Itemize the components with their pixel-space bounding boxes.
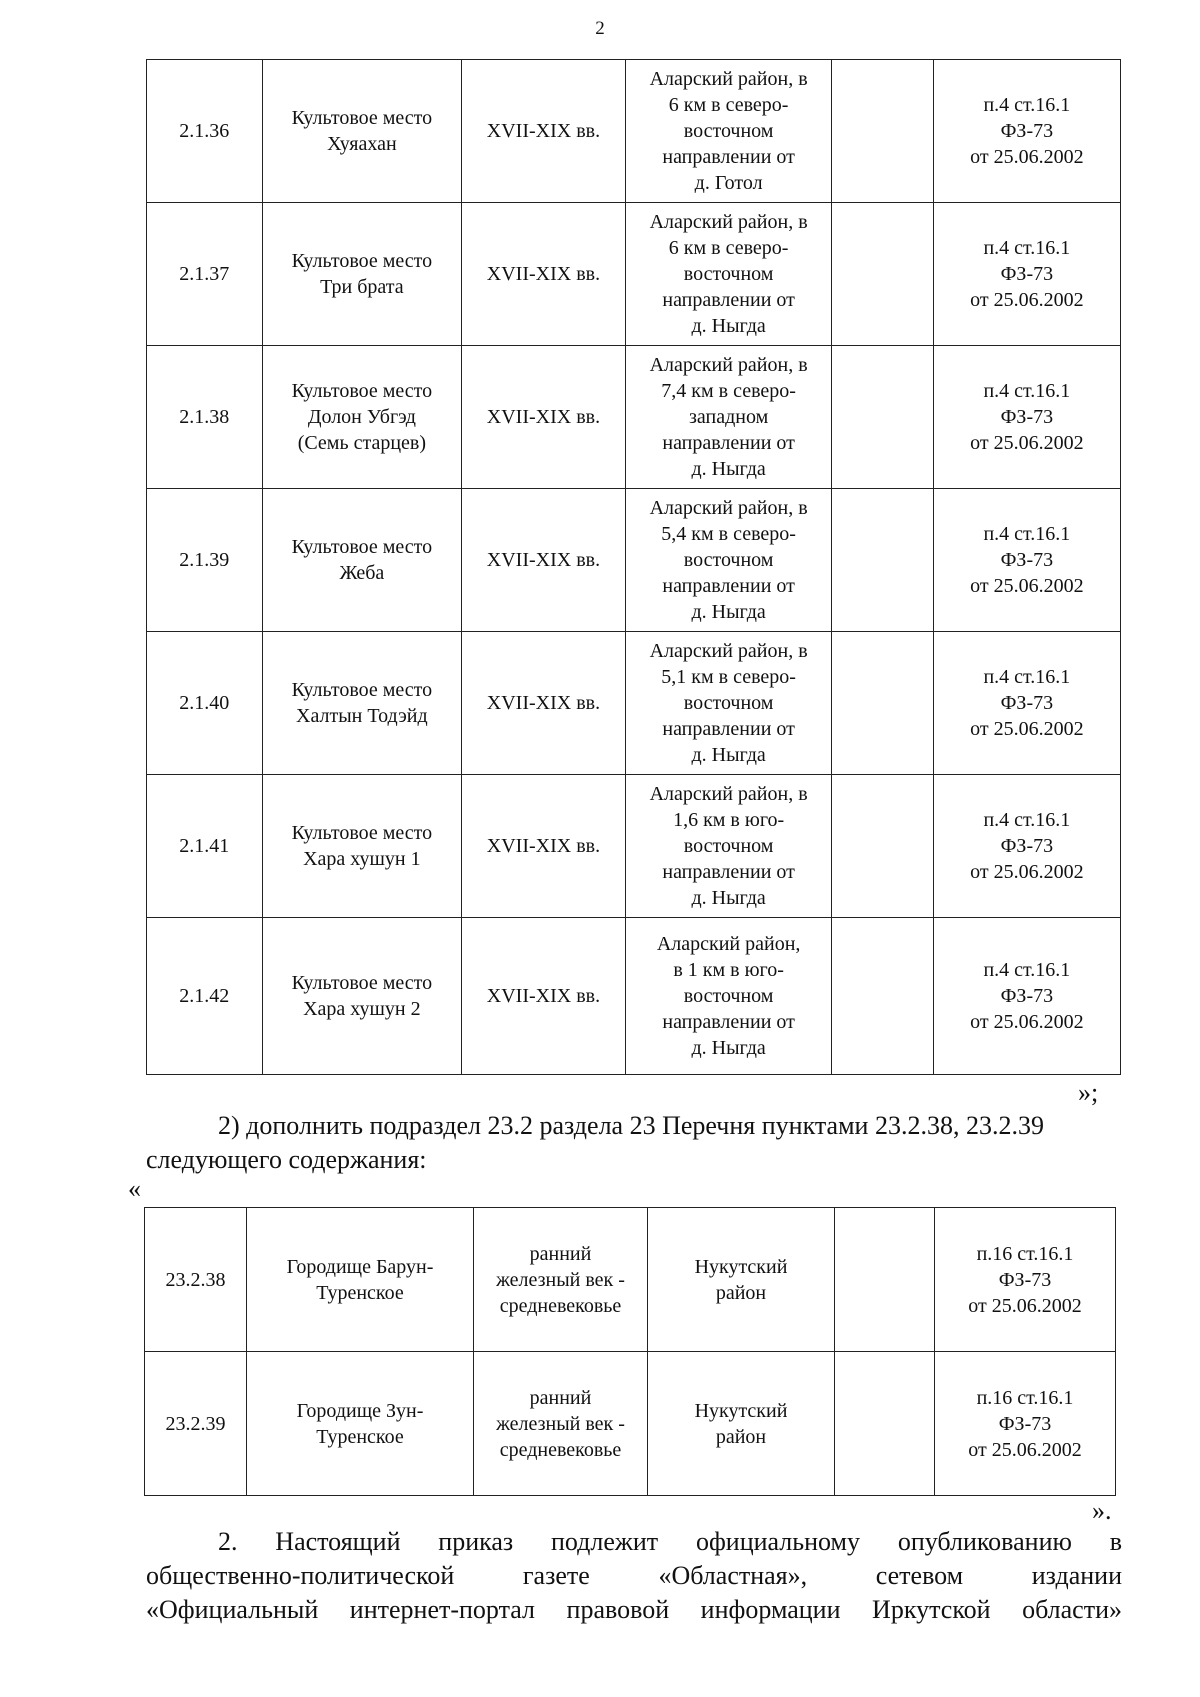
row-number-cell: 2.1.37 bbox=[147, 203, 263, 346]
table-row bbox=[147, 489, 1121, 632]
table-row bbox=[147, 203, 1121, 346]
location-cell: Аларский район, в 1,6 км в юго- восточном направлении от д. Ныгда bbox=[625, 775, 832, 918]
law-reference-cell: п.4 ст.16.1 ФЗ-73 от 25.06.2002 bbox=[933, 489, 1120, 632]
law-reference-cell: п.4 ст.16.1 ФЗ-73 от 25.06.2002 bbox=[933, 60, 1120, 203]
table-row bbox=[145, 1208, 1116, 1352]
location-cell: Нукутский район bbox=[648, 1352, 835, 1496]
location-cell: Аларский район, в 6 км в северо- восточном направлении от д. Ныгда bbox=[625, 203, 832, 346]
law-reference-cell: п.4 ст.16.1 ФЗ-73 от 25.06.2002 bbox=[933, 632, 1120, 775]
empty-cell bbox=[832, 775, 933, 918]
object-name-cell: Культовое место Хара хушун 1 bbox=[262, 775, 462, 918]
object-name-cell: Культовое место Халтын Тодэйд bbox=[262, 632, 462, 775]
location-cell: Нукутский район bbox=[648, 1208, 835, 1352]
paragraph-line: следующего содержания: bbox=[146, 1145, 427, 1174]
object-name-cell: Культовое место Три брата bbox=[262, 203, 462, 346]
paragraph-line: 2. Настоящий приказ подлежит официальному опубликованию в bbox=[218, 1527, 1122, 1556]
table-row bbox=[147, 346, 1121, 489]
amendment-paragraph bbox=[146, 1109, 1122, 1177]
row-number-cell: 2.1.36 bbox=[147, 60, 263, 203]
period-cell: XVII-XIX вв. bbox=[462, 60, 626, 203]
object-name-cell: Культовое место Хара хушун 2 bbox=[262, 918, 462, 1075]
period-cell: XVII-XIX вв. bbox=[462, 489, 626, 632]
location-cell: Аларский район, в 1 км в юго- восточном направлении от д. Ныгда bbox=[625, 918, 832, 1075]
closing-quote: »; bbox=[1078, 1078, 1099, 1107]
table-row bbox=[147, 632, 1121, 775]
law-reference-cell: п.4 ст.16.1 ФЗ-73 от 25.06.2002 bbox=[933, 203, 1120, 346]
page-number: 2 bbox=[595, 18, 605, 39]
period-cell: XVII-XIX вв. bbox=[462, 775, 626, 918]
empty-cell bbox=[832, 918, 933, 1075]
object-name-cell: Городище Барун- Туренское bbox=[247, 1208, 474, 1352]
location-cell: Аларский район, в 7,4 км в северо- западном направлении от д. Ныгда bbox=[625, 346, 832, 489]
table-row bbox=[147, 918, 1121, 1075]
period-cell: ранний железный век - средневековье bbox=[474, 1352, 648, 1496]
law-reference-cell: п.4 ст.16.1 ФЗ-73 от 25.06.2002 bbox=[933, 346, 1120, 489]
heritage-objects-table-1 bbox=[146, 59, 1121, 1075]
object-name-cell: Городище Зун- Туренское bbox=[247, 1352, 474, 1496]
period-cell: XVII-XIX вв. bbox=[462, 918, 626, 1075]
law-reference-cell: п.4 ст.16.1 ФЗ-73 от 25.06.2002 bbox=[933, 775, 1120, 918]
publication-paragraph bbox=[146, 1525, 1122, 1627]
location-cell: Аларский район, в 5,1 км в северо- восточном направлении от д. Ныгда bbox=[625, 632, 832, 775]
location-cell: Аларский район, в 5,4 км в северо- восточном направлении от д. Ныгда bbox=[625, 489, 832, 632]
row-number-cell: 23.2.39 bbox=[145, 1352, 247, 1496]
row-number-cell: 2.1.42 bbox=[147, 918, 263, 1075]
empty-cell bbox=[832, 632, 933, 775]
row-number-cell: 2.1.40 bbox=[147, 632, 263, 775]
paragraph-line: «Официальный интернет-портал правовой информации Иркутской области» bbox=[146, 1595, 1122, 1624]
empty-cell bbox=[832, 203, 933, 346]
heritage-objects-table-2 bbox=[144, 1207, 1116, 1496]
period-cell: XVII-XIX вв. bbox=[462, 346, 626, 489]
empty-cell bbox=[832, 489, 933, 632]
law-reference-cell: п.4 ст.16.1 ФЗ-73 от 25.06.2002 bbox=[933, 918, 1120, 1075]
table-row bbox=[147, 60, 1121, 203]
law-reference-cell: п.16 ст.16.1 ФЗ-73 от 25.06.2002 bbox=[935, 1208, 1116, 1352]
object-name-cell: Культовое место Жеба bbox=[262, 489, 462, 632]
row-number-cell: 2.1.41 bbox=[147, 775, 263, 918]
table-row bbox=[145, 1352, 1116, 1496]
empty-cell bbox=[835, 1208, 935, 1352]
table-row bbox=[147, 775, 1121, 918]
period-cell: XVII-XIX вв. bbox=[462, 632, 626, 775]
paragraph-line: общественно-политической газете «Областная», сетевом издании bbox=[146, 1561, 1122, 1590]
empty-cell bbox=[832, 346, 933, 489]
closing-quote: ». bbox=[1092, 1496, 1112, 1525]
opening-quote: « bbox=[128, 1174, 141, 1203]
row-number-cell: 2.1.39 bbox=[147, 489, 263, 632]
empty-cell bbox=[832, 60, 933, 203]
object-name-cell: Культовое место Долон Убгэд (Семь старцев) bbox=[262, 346, 462, 489]
law-reference-cell: п.16 ст.16.1 ФЗ-73 от 25.06.2002 bbox=[935, 1352, 1116, 1496]
object-name-cell: Культовое место Хуяахан bbox=[262, 60, 462, 203]
row-number-cell: 23.2.38 bbox=[145, 1208, 247, 1352]
row-number-cell: 2.1.38 bbox=[147, 346, 263, 489]
empty-cell bbox=[835, 1352, 935, 1496]
paragraph-line: 2) дополнить подраздел 23.2 раздела 23 Перечня пунктами 23.2.38, 23.2.39 bbox=[218, 1111, 1044, 1140]
location-cell: Аларский район, в 6 км в северо- восточном направлении от д. Готол bbox=[625, 60, 832, 203]
period-cell: ранний железный век - средневековье bbox=[474, 1208, 648, 1352]
period-cell: XVII-XIX вв. bbox=[462, 203, 626, 346]
